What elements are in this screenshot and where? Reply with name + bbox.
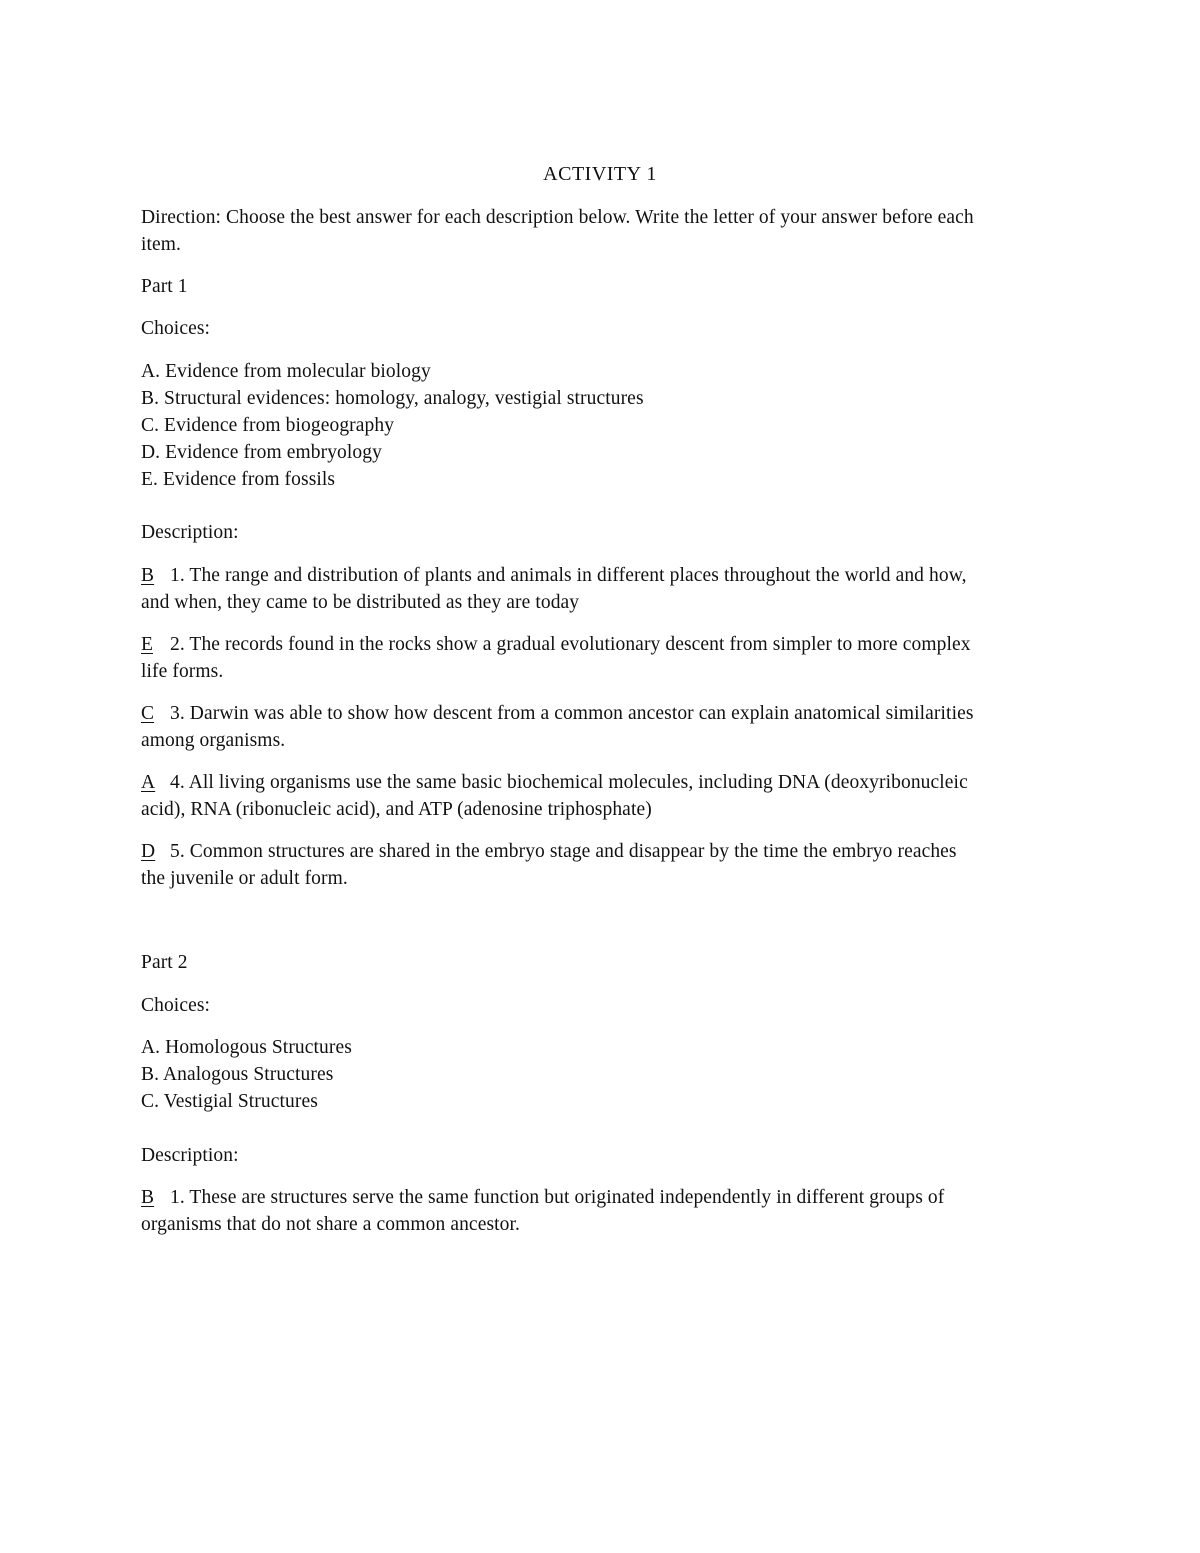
part2-choices-list	[141, 1034, 1061, 1115]
part1-choices-list	[141, 358, 1061, 493]
part1-description-label: Description:	[141, 522, 239, 543]
part2-heading: Part 2	[141, 952, 188, 973]
direction-line-1: Direction: Choose the best answer for each description below. Write the letter of your answer before each	[141, 207, 974, 228]
item-text-cont: life forms.	[141, 661, 224, 682]
item-text-cont: among organisms.	[141, 730, 286, 751]
item-text: 5. Common structures are shared in the embryo stage and disappear by the time the embryo reaches	[169, 841, 957, 862]
choice-item: C. Evidence from biogeography	[141, 415, 395, 436]
part1-item-3	[141, 700, 1061, 754]
part1-item-1	[141, 562, 1061, 616]
answer-blank: A	[141, 772, 156, 793]
answer-blank: C	[141, 703, 155, 724]
part2-item-1	[141, 1184, 1061, 1238]
choice-item: E. Evidence from fossils	[141, 469, 336, 490]
answer-blank: B	[141, 1187, 155, 1208]
part1-choices-label: Choices:	[141, 318, 211, 339]
part1-item-2	[141, 631, 1061, 685]
part2-description-label: Description:	[141, 1145, 239, 1166]
part1-item-4	[141, 769, 1061, 823]
item-text: 2. The records found in the rocks show a gradual evolutionary descent from simpler to more complex	[169, 634, 971, 655]
item-text-cont: organisms that do not share a common ancestor.	[141, 1214, 520, 1235]
part1-heading: Part 1	[141, 276, 188, 297]
part2-choices-label: Choices:	[141, 995, 211, 1016]
choice-item: D. Evidence from embryology	[141, 442, 382, 463]
direction-line-2: item.	[141, 234, 182, 255]
choice-item: C. Vestigial Structures	[141, 1091, 318, 1112]
item-text: 1. These are structures serve the same function but originated independently in different groups of	[169, 1187, 945, 1208]
item-text-cont: acid), RNA (ribonucleic acid), and ATP (adenosine triphosphate)	[141, 799, 652, 820]
item-text-cont: and when, they came to be distributed as they are today	[141, 592, 580, 613]
part1-item-5	[141, 838, 1061, 892]
choice-item: A. Evidence from molecular biology	[141, 361, 431, 382]
choice-item: A. Homologous Structures	[141, 1037, 352, 1058]
answer-blank: B	[141, 565, 155, 586]
page-title: ACTIVITY 1	[543, 163, 657, 185]
item-text: 3. Darwin was able to show how descent from a common ancestor can explain anatomical similarities	[169, 703, 974, 724]
choice-item: B. Structural evidences: homology, analogy, vestigial structures	[141, 388, 644, 409]
direction-text	[141, 204, 1061, 258]
answer-blank: D	[141, 841, 156, 862]
item-text: 4. All living organisms use the same basic biochemical molecules, including DNA (deoxyribonucleic	[169, 772, 968, 793]
answer-blank: E	[141, 634, 154, 655]
item-text: 1. The range and distribution of plants and animals in different places throughout the world and how,	[169, 565, 967, 586]
choice-item: B. Analogous Structures	[141, 1064, 334, 1085]
item-text-cont: the juvenile or adult form.	[141, 868, 348, 889]
